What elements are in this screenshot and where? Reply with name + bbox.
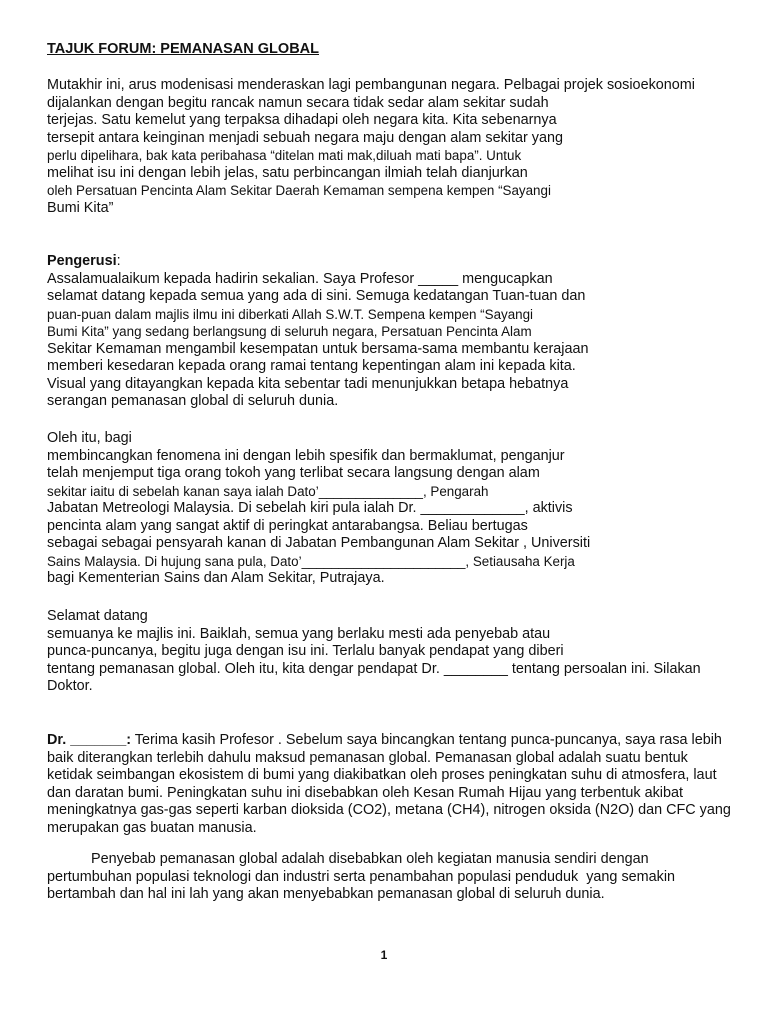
text-line: Penyebab pemanasan global adalah disebabkan oleh kegiatan manusia sendiri dengan xyxy=(47,851,649,867)
text-line: selamat datang kepada semua yang ada di sini. Semuga kedatangan Tuan-tuan dan xyxy=(47,288,586,304)
text-line: terjejas. Satu kemelut yang terpaksa dihadapi oleh negara kita. Kita sebenarnya xyxy=(47,112,557,128)
text-line: pencinta alam yang sangat aktif di peringkat antarabangsa. Beliau bertugas xyxy=(47,517,528,534)
speaker-line xyxy=(47,732,731,750)
text-line: semuanya ke majlis ini. Baiklah, semua yang berlaku mesti ada penyebab atau xyxy=(47,625,551,642)
pengerusi-paragraph-2 xyxy=(47,430,590,588)
text-line: Selamat datang xyxy=(47,608,148,624)
speaker-label: Dr. _______: xyxy=(47,732,132,748)
text-line: tersepit antara keinginan menjadi sebuah negara maju dengan alam sekitar yang xyxy=(47,129,563,146)
dr-section xyxy=(47,732,731,837)
text-line: Sekitar Kemaman mengambil kesempatan untuk bersama-sama membantu kerajaan xyxy=(47,340,589,357)
text-line: sebagai sebagai pensyarah kanan di Jabatan Pembangunan Alam Sekitar , Universiti xyxy=(47,535,591,551)
text-line: pertumbuhan populasi teknologi dan industri serta penambahan populasi penduduk yang semakin xyxy=(47,868,676,885)
text-line: Bumi Kita” yang sedang berlangsung di seluruh negara, Persatuan Pencinta Alam xyxy=(47,324,532,339)
intro-paragraph xyxy=(47,77,695,217)
text-line: Mutakhir ini, arus modenisasi menderaskan lagi pembangunan negara. Pelbagai projek sosioekonomi xyxy=(47,77,695,93)
page-number: 1 xyxy=(380,948,388,962)
text-line: Bumi Kita” xyxy=(47,199,114,216)
text-line: meningkatnya gas-gas seperti karban dioksida (CO2), metana (CH4), nitrogen oksida (N2O) dan CFC yang xyxy=(47,802,731,818)
text-line: dan daratan bumi. Peningkatan suhu ini disebabkan oleh Kesan Rumah Hijau yang terbentuk akibat xyxy=(47,784,684,801)
pengerusi-paragraph-3 xyxy=(47,608,701,696)
text-line: bertambah dan hal ini lah yang akan menyebabkan pemanasan global di seluruh dunia. xyxy=(47,886,605,902)
text-line: puan-puan dalam majlis ilmu ini diberkati Allah S.W.T. Sempena kempen “Sayangi xyxy=(47,306,534,322)
text-line: Jabatan Metreologi Malaysia. Di sebelah kiri pula ialah Dr. _____________, aktivis xyxy=(47,500,573,516)
text-line: serangan pemanasan global di seluruh dunia. xyxy=(47,393,339,409)
text-line: merupakan gas buatan manusia. xyxy=(47,819,257,836)
speaker-colon: : xyxy=(116,253,121,269)
text-line: Sains Malaysia. Di hujung sana pula, Dato’______________________, Setiausaha Kerja xyxy=(47,553,575,569)
forum-title: TAJUK FORUM: PEMANASAN GLOBAL xyxy=(47,41,319,57)
dr-paragraph-2 xyxy=(47,851,675,904)
text-line: melihat isu ini dengan lebih jelas, satu perbincangan ilmiah telah dianjurkan xyxy=(47,164,528,181)
speaker-text: Terima kasih Profesor . Sebelum saya bincangkan tentang punca-puncanya, saya rasa lebih xyxy=(131,732,722,748)
text-line: tentang pemanasan global. Oleh itu, kita dengar pendapat Dr. ________ tentang persoalan ini. Silakan xyxy=(47,660,701,677)
speaker-label: Pengerusi xyxy=(47,253,117,269)
text-line: punca-puncanya, begitu juga dengan isu ini. Terlalu banyak pendapat yang diberi xyxy=(47,643,564,659)
text-line: Visual yang ditayangkan kepada kita sebentar tadi menunjukkan betapa hebatnya xyxy=(47,375,569,392)
text-line: Doktor. xyxy=(47,678,93,694)
text-line: dijalankan dengan begitu rancak namun secara tidak sedar alam sekitar sudah xyxy=(47,94,549,111)
text-line: perlu dipelihara, bak kata peribahasa “ditelan mati mak,diluah mati bapa”. Untuk xyxy=(47,148,522,163)
text-line: bagi Kementerian Sains dan Alam Sekitar, Putrajaya. xyxy=(47,570,385,586)
text-line: membincangkan fenomena ini dengan lebih spesifik dan bermaklumat, penganjur xyxy=(47,447,565,464)
text-line: Assalamualaikum kepada hadirin sekalian. Saya Profesor _____ mengucapkan xyxy=(47,270,553,287)
speaker-heading xyxy=(47,253,589,271)
text-line: Oleh itu, bagi xyxy=(47,430,132,446)
text-line: oleh Persatuan Pencinta Alam Sekitar Daerah Kemaman sempena kempen “Sayangi xyxy=(47,183,551,198)
text-line: ketidak seimbangan ekosistem di bumi yang diakibatkan oleh proses peningkatan suhu di atmosfera, laut xyxy=(47,767,717,783)
text-line: baik diterangkan terlebih dahulu maksud pemanasan global. Pemanasan global adalah suatu bentuk xyxy=(47,749,688,766)
text-line: telah menjemput tiga orang tokoh yang terlibat secara langsung dengan alam xyxy=(47,465,540,481)
text-line: sekitar iaitu di sebelah kanan saya ialah Dato’______________, Pengarah xyxy=(47,483,489,499)
pengerusi-section xyxy=(47,253,589,411)
text-line: memberi kesedaran kepada orang ramai tentang kepentingan alam ini kepada kita. xyxy=(47,358,576,374)
